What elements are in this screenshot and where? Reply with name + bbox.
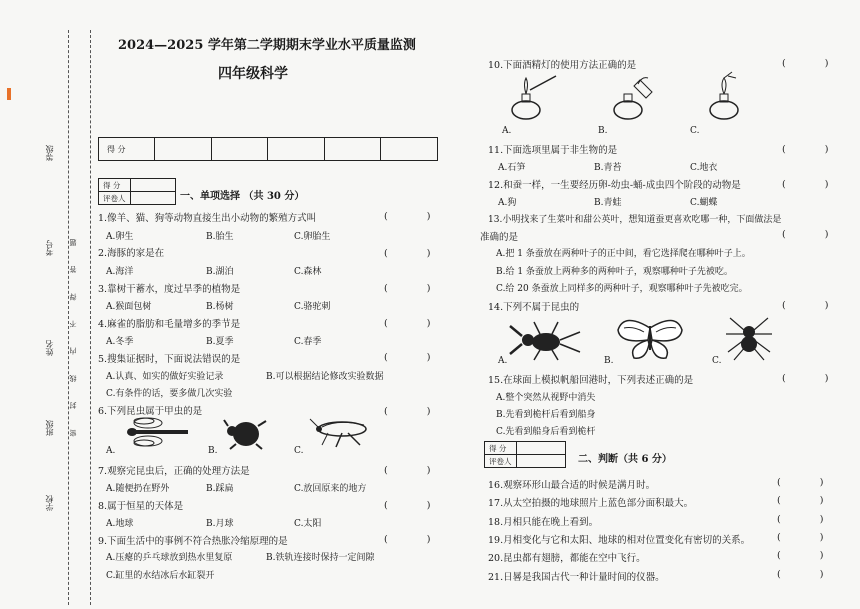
option-b[interactable]: B. xyxy=(604,356,614,366)
grader-score-cell[interactable] xyxy=(516,442,565,455)
option-c[interactable]: C.骆驼刺 xyxy=(294,302,331,312)
question-7: 7.观察完昆虫后，正确的处理方法是 xyxy=(98,466,250,477)
option-a[interactable]: A.冬季 xyxy=(106,337,134,347)
option-b[interactable]: B.可以根据结论修改实验数据 xyxy=(266,372,384,382)
question-11: 11.下面选项里属于非生物的是 xyxy=(488,145,618,156)
answer-paren[interactable]: ( ) xyxy=(782,229,847,240)
option-a[interactable]: A.压瘪的乒乓球放到热水里复原 xyxy=(106,553,233,563)
option-c[interactable]: C.太阳 xyxy=(294,519,322,529)
option-b[interactable]: B.先看到桅杆后看到船身 xyxy=(496,410,596,420)
question-20: 20.昆虫都有翅膀，都能在空中飞行。 xyxy=(488,553,646,564)
question-21: 21.日晷是我国古代一种计量时间的仪器。 xyxy=(488,572,665,583)
grasshopper-icon xyxy=(308,415,374,449)
answer-paren[interactable]: ( ) xyxy=(782,58,847,69)
answer-paren[interactable]: ( ) xyxy=(384,318,449,329)
option-c[interactable]: C.有条件的话，要多做几次实验 xyxy=(106,389,233,399)
answer-paren[interactable]: ( ) xyxy=(384,500,449,511)
option-a[interactable]: A.石笋 xyxy=(498,163,526,173)
option-c[interactable]: C.缸里的水结冰后水缸裂开 xyxy=(106,571,215,581)
option-c[interactable]: C.先看到船身后看到桅杆 xyxy=(496,427,596,437)
class-label: 班级 xyxy=(45,420,54,436)
alcohol-lamp-icon xyxy=(608,72,662,122)
answer-paren[interactable]: ( ) xyxy=(782,179,847,190)
question-6: 6.下列昆虫属于甲虫的是 xyxy=(98,406,203,417)
exam-title: 2024—2025 学年第二学期期末学业水平质量监测 xyxy=(118,38,416,53)
subject-title: 四年级科学 xyxy=(218,66,288,82)
grader-name-cell[interactable] xyxy=(516,455,565,468)
answer-paren[interactable]: ( ) xyxy=(384,352,449,363)
grader-box-2 xyxy=(484,441,566,468)
option-a[interactable]: A.狗 xyxy=(498,198,517,208)
option-a[interactable]: A. xyxy=(106,446,116,456)
answer-paren[interactable]: ( ) xyxy=(384,406,449,417)
seal-text: 密 封 线 内 不 得 答 题 xyxy=(69,230,77,437)
question-5: 5.搜集证据时，下面说法错误的是 xyxy=(98,354,241,365)
question-9: 9.下面生活中的事例不符合热胀冷缩原理的是 xyxy=(98,536,288,547)
answer-paren[interactable]: ( ) xyxy=(777,532,842,543)
option-a[interactable]: A.地球 xyxy=(106,519,134,529)
option-c[interactable]: C. xyxy=(294,446,304,456)
score-cell[interactable] xyxy=(268,138,325,161)
option-c[interactable]: C.森林 xyxy=(294,267,322,277)
question-15: 15.在球面上模拟帆船回港时，下列表述正确的是 xyxy=(488,375,694,386)
answer-paren[interactable]: ( ) xyxy=(384,211,449,222)
score-cell[interactable] xyxy=(155,138,212,161)
score-table-label: 得 分 xyxy=(99,138,155,161)
beetle-icon xyxy=(222,416,268,450)
answer-paren[interactable]: ( ) xyxy=(777,550,842,561)
option-b[interactable]: B.杨树 xyxy=(206,302,234,312)
section-2-title: 二、判断（共 6 分） xyxy=(578,454,672,465)
question-2: 2.海豚的家是在 xyxy=(98,248,165,259)
answer-paren[interactable]: ( ) xyxy=(777,495,842,506)
school-label: 学校 xyxy=(45,495,54,511)
alcohol-lamp-icon xyxy=(506,72,560,122)
question-19: 19.月相变化与它和太阳、地球的相对位置变化有密切的关系。 xyxy=(488,535,751,546)
option-b[interactable]: B.铁轨连接时保持一定间隙 xyxy=(266,553,375,563)
option-c[interactable]: C.放回原来的地方 xyxy=(294,484,367,494)
section-1-title: 一、单项选择 （共 30 分） xyxy=(180,191,305,202)
option-b[interactable]: B.月球 xyxy=(206,519,234,529)
grader-name-label: 评卷人 xyxy=(485,455,517,468)
question-18: 18.月相只能在晚上看到。 xyxy=(488,517,599,528)
exam-number-label: 考号 xyxy=(45,240,54,256)
question-14: 14.下列不属于昆虫的 xyxy=(488,302,580,313)
grader-score-label: 得 分 xyxy=(99,179,131,192)
answer-paren[interactable]: ( ) xyxy=(384,465,449,476)
option-c[interactable]: C.地衣 xyxy=(690,163,718,173)
alcohol-lamp-icon xyxy=(700,70,750,122)
question-3: 3.靠树干蓄水，度过旱季的植物是 xyxy=(98,284,241,295)
option-c[interactable]: C.给 20 条蚕放上同样多的两种叶子，观察哪种叶子先被吃完。 xyxy=(496,284,748,294)
question-16: 16.观察环形山最合适的时候是满月时。 xyxy=(488,480,656,491)
option-a[interactable]: A. xyxy=(502,126,512,136)
spider-icon xyxy=(724,314,774,362)
answer-paren[interactable]: ( ) xyxy=(782,144,847,155)
option-b[interactable]: B.胎生 xyxy=(206,232,234,242)
orange-mark xyxy=(7,88,11,100)
question-12: 12.和蚕一样，一生要经历卵-幼虫-蛹-成虫四个阶段的动物是 xyxy=(488,180,741,191)
stag-beetle-icon xyxy=(506,318,586,362)
answer-paren[interactable]: ( ) xyxy=(384,283,449,294)
option-c[interactable]: C.卵胎生 xyxy=(294,232,331,242)
question-13: 13.小明找来了生菜叶和甜公英叶，想知道蚕更喜欢吃哪一种，下面做法是 xyxy=(488,215,782,225)
option-a[interactable]: A.把 1 条蚕放在两种叶子的正中间，看它选择爬在哪种叶子上。 xyxy=(496,249,751,259)
seal-line xyxy=(90,30,91,605)
option-a[interactable]: A.猴面包树 xyxy=(106,302,152,312)
option-c[interactable]: C. xyxy=(712,356,722,366)
name-label: 姓名 xyxy=(45,340,54,356)
question-4: 4.麻雀的脂肪和毛量增多的季节是 xyxy=(98,319,241,330)
option-a[interactable]: A.卵生 xyxy=(106,232,134,242)
answer-paren[interactable]: ( ) xyxy=(384,534,449,545)
option-b[interactable]: B.湖泊 xyxy=(206,267,234,277)
binding-column xyxy=(30,30,92,605)
option-b[interactable]: B.踩扁 xyxy=(206,484,234,494)
option-b[interactable]: B.夏季 xyxy=(206,337,234,347)
grader-name-label: 评卷人 xyxy=(99,192,131,205)
answer-paren[interactable]: ( ) xyxy=(777,514,842,525)
option-c[interactable]: C.蝴蝶 xyxy=(690,198,718,208)
option-b[interactable]: B. xyxy=(598,126,608,136)
answer-paren[interactable]: ( ) xyxy=(384,248,449,259)
question-1: 1.像羊、猫、狗等动物直接生出小动物的繁殖方式叫 xyxy=(98,213,317,224)
grader-score-cell[interactable] xyxy=(130,179,175,192)
question-17: 17.从太空拍摄的地球照片上蓝色部分面积最大。 xyxy=(488,498,694,509)
option-b[interactable]: B. xyxy=(208,446,218,456)
answer-paren[interactable]: ( ) xyxy=(782,373,847,384)
score-table xyxy=(98,137,438,161)
score-cell[interactable] xyxy=(381,138,438,161)
answer-paren[interactable]: ( ) xyxy=(777,477,842,488)
option-b[interactable]: B.青苔 xyxy=(594,163,622,173)
question-8: 8.属于恒星的天体是 xyxy=(98,501,184,512)
option-c[interactable]: C.春季 xyxy=(294,337,322,347)
question-10: 10.下面酒精灯的使用方法正确的是 xyxy=(488,60,637,71)
option-a[interactable]: A.整个突然从视野中消失 xyxy=(496,393,596,403)
grader-score-label: 得 分 xyxy=(485,442,517,455)
answer-paren[interactable]: ( ) xyxy=(782,300,847,311)
grader-box-1 xyxy=(98,178,176,205)
grade-label: 等级 xyxy=(45,145,54,161)
option-a[interactable]: A.认真、如实的做好实验记录 xyxy=(106,372,224,382)
option-b[interactable]: B.青蛙 xyxy=(594,198,622,208)
answer-paren[interactable]: ( ) xyxy=(777,569,842,580)
option-c[interactable]: C. xyxy=(690,126,700,136)
dragonfly-icon xyxy=(120,415,190,449)
option-a[interactable]: A. xyxy=(498,356,508,366)
score-cell[interactable] xyxy=(211,138,268,161)
question-13-continued: 准确的是 xyxy=(480,232,519,243)
option-b[interactable]: B.给 1 条蚕放上两种多的两种叶子，观察哪种叶子先被吃。 xyxy=(496,267,733,277)
grader-name-cell[interactable] xyxy=(130,192,175,205)
option-a[interactable]: A.随便扔在野外 xyxy=(106,484,170,494)
butterfly-icon xyxy=(614,316,686,362)
score-cell[interactable] xyxy=(324,138,381,161)
option-a[interactable]: A.海洋 xyxy=(106,267,134,277)
